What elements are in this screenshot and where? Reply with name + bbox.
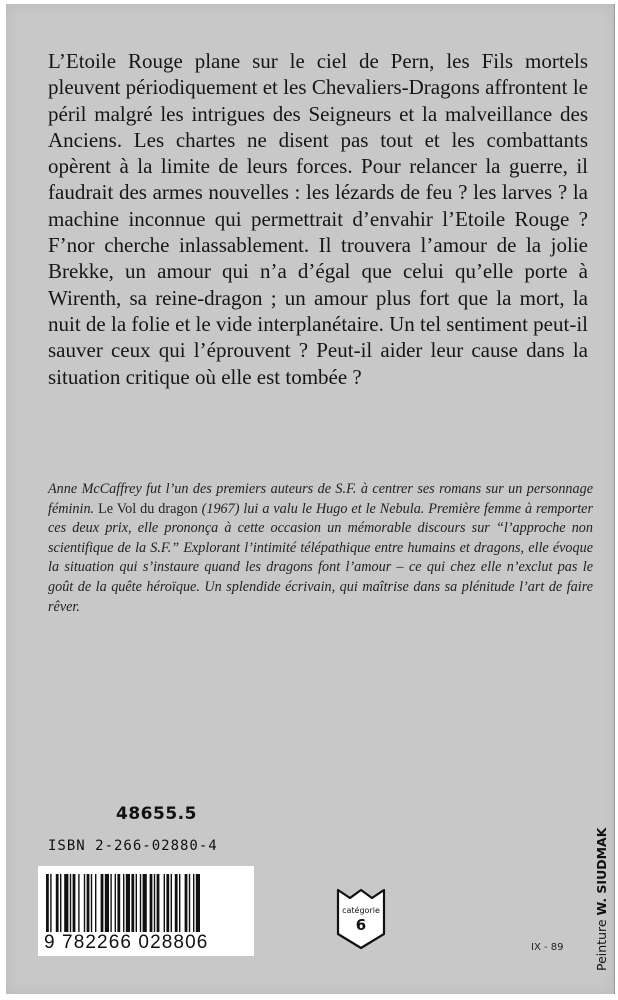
print-code: IX - 89 (531, 942, 564, 953)
category-label: catégorie (342, 906, 380, 915)
book-back-cover (6, 4, 615, 994)
category-number: 6 (355, 916, 367, 934)
blurb-paragraph: L’Etoile Rouge plane sur le ciel de Pern, les Fils mortels pleuvent périodiquement et les Chevaliers-Dragons affrontent le péril malgré les intrigues des Seigneurs et la malveillance des Anciens. Les chartes ne disent pas tout et les combattants opèrent à la limite de leurs forces. Pour relancer la guerre, il faudrait des armes nouvelles : les lézards de feu ? les larves ? la machine inconnue qui permettrait d’envahir l’Etoile Rouge ? F’nor cherche inlassablement. Il trouvera l’amour de la jolie Brekke, un amour qui n’a d’égal que celui qu’elle porte à Wirenth, sa reine-dragon ; un amour plus fort que la mort, la nuit de la folie et le vide interplanétaire. Un tel sentiment peut-il sauver ceux qui l’éprouvent ? Peut-il aider leur cause dans la situation critique où elle est tombée ? (48, 49, 588, 389)
bio-part-1: Anne McCaffrey fut l’un des premiers auteurs de S.F. à centrer ses romans sur un personnage féminin. (48, 481, 593, 517)
catalog-number: 48655.5 (116, 804, 197, 824)
isbn: ISBN 2-266-02880-4 (48, 838, 218, 854)
credit-prefix: Peinture (594, 919, 609, 971)
cover-art-credit (594, 811, 612, 971)
category-badge (336, 888, 386, 950)
bio-part-2: (1967) lui a valu le Hugo et le Nebula. Première femme à remporter ces deux prix, elle prononça à cette occasion un mémorable discours sur “l’approche non scientifique de la S.F.” Explorant l’intimité télépathique entre humains et dragons, elle évoque la situation qui s’instaure quand les dragons font l’amour – ce qui chez elle n’exclut pas le goût de la quête héroïque. Un splendide écrivain, qui maîtrise dans sa plénitude l’art de faire rêver. (48, 500, 593, 615)
author-bio (48, 480, 593, 617)
barcode (38, 866, 254, 956)
barcode-number: 9 782266 028806 (44, 932, 250, 954)
credit-artist: W. SIUDMAK (594, 827, 609, 916)
bio-book-title: Le Vol du dragon (98, 500, 198, 517)
